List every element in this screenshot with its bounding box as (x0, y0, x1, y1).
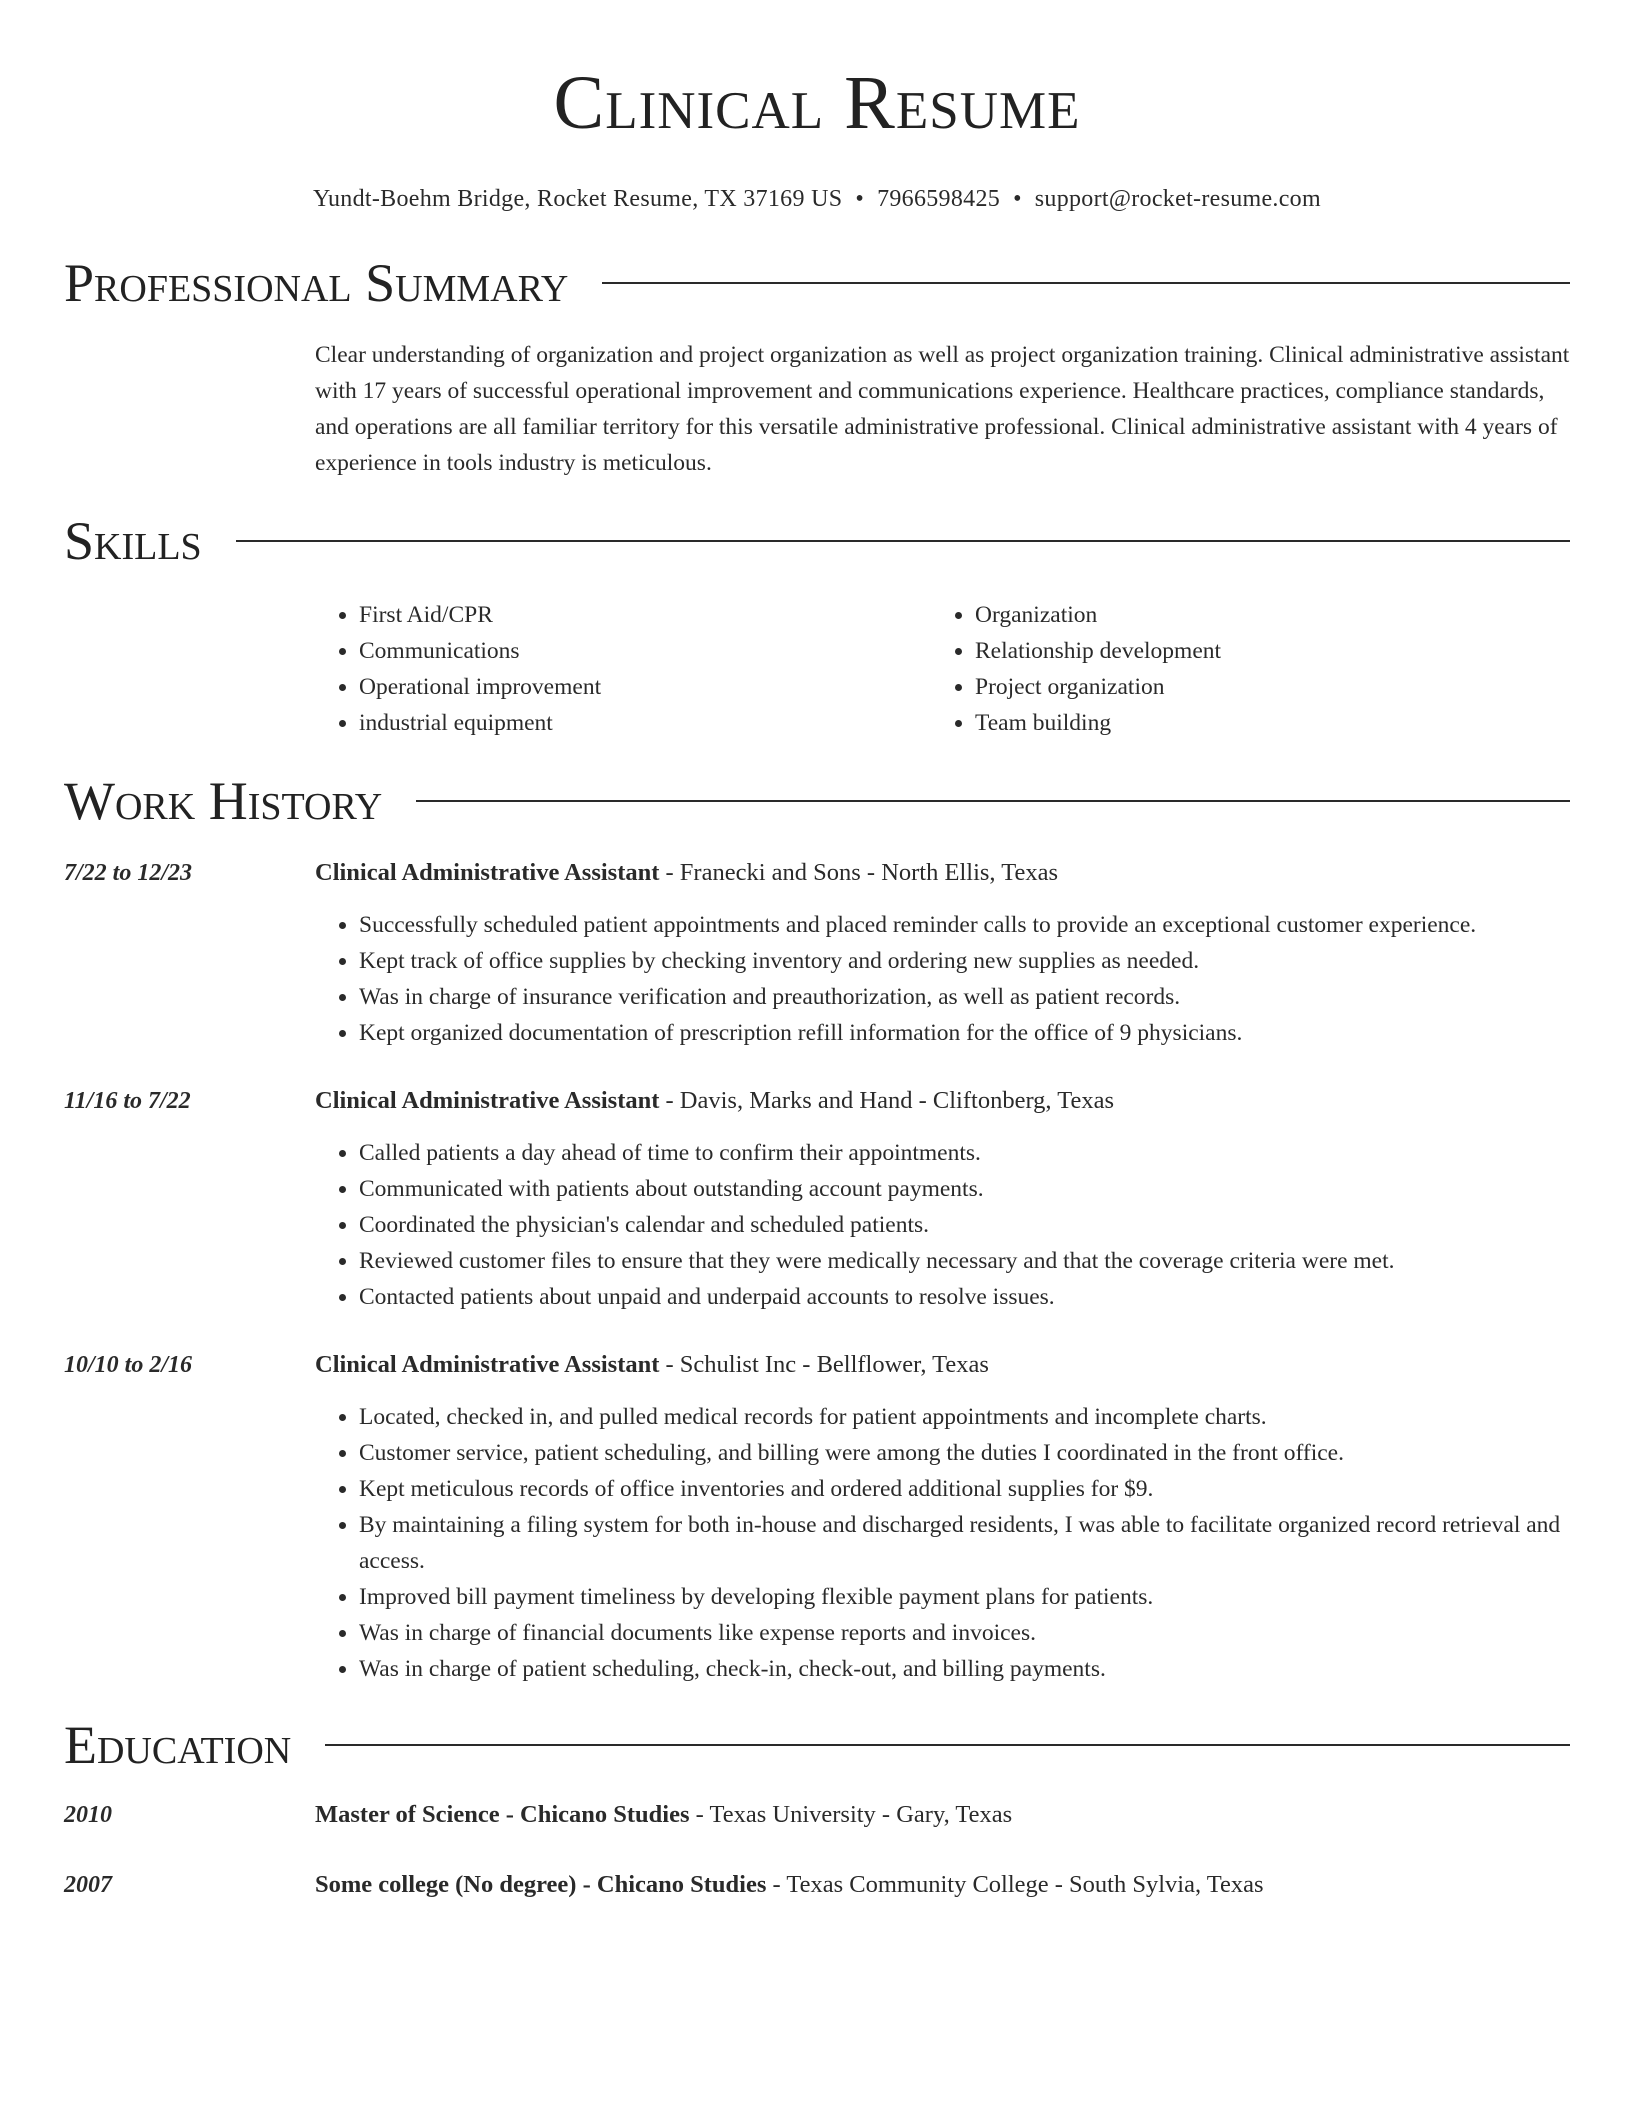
education-degree: Master of Science - Chicano Studies (315, 1801, 690, 1828)
job-bullet: • Was in charge of insurance verification and preauthorization, as well as patient records. (359, 979, 1570, 1015)
job-employer: - Franecki and Sons - North Ellis, Texas (659, 859, 1059, 886)
job-employer: - Davis, Marks and Hand - Cliftonberg, Texas (659, 1087, 1115, 1114)
job-title: Clinical Administrative Assistant (315, 859, 660, 886)
job-dates: 10/10 to 2/16 (64, 1352, 193, 1378)
section-divider (602, 282, 1570, 284)
education-line (315, 1867, 1570, 1903)
education-body (315, 1867, 1570, 1903)
skill-item: • Communications (359, 633, 931, 669)
section-divider (325, 1744, 1570, 1746)
job-bullet: • Contacted patients about unpaid and underpaid accounts to resolve issues. (359, 1279, 1570, 1315)
job-title-line (315, 1347, 1570, 1383)
work-section-header (64, 771, 1570, 831)
skill-item: • Relationship development (975, 633, 1547, 669)
job-body (315, 1083, 1570, 1315)
skill-item: • Project organization (975, 669, 1547, 705)
skill-item: • Operational improvement (359, 669, 931, 705)
job-bullet: • Coordinated the physician's calendar and scheduled patients. (359, 1207, 1570, 1243)
skills-section-header (64, 511, 1570, 571)
job-bullet: • Kept meticulous records of office inventories and ordered additional supplies for $9. (359, 1471, 1570, 1507)
contact-address: Yundt-Boehm Bridge, Rocket Resume, TX 37169 US (313, 186, 843, 212)
work-heading: Work History (64, 771, 383, 831)
job-bullets (315, 907, 1570, 1051)
skills-list (315, 597, 1570, 741)
summary-heading: Professional Summary (64, 253, 569, 313)
education-entry (64, 1797, 1570, 1833)
summary-text: Clear understanding of organization and project organization as well as project organization training. Clinical administrative assistant with 17 years of successful operational improvement and communications experience. Healthcare practices, compliance standards, and operations are all familiar territory for this versatile administrative professional. Clinical administrative assistant with 4 years of experience in tools industry is meticulous. (315, 342, 1570, 476)
skill-item: • Team building (975, 705, 1547, 741)
contact-separator: • (1013, 186, 1022, 212)
skill-item: • industrial equipment (359, 705, 931, 741)
job-body (315, 1347, 1570, 1687)
job-bullet: • Communicated with patients about outstanding account payments. (359, 1171, 1570, 1207)
section-divider (236, 540, 1570, 542)
skills-heading: Skills (64, 511, 202, 571)
job-bullet: • Located, checked in, and pulled medical records for patient appointments and incomplete charts. (359, 1399, 1570, 1435)
job-bullet: • Improved bill payment timeliness by developing flexible payment plans for patients. (359, 1579, 1570, 1615)
job-title: Clinical Administrative Assistant (315, 1351, 660, 1378)
education-line (315, 1797, 1570, 1833)
education-body (315, 1797, 1570, 1833)
education-entry (64, 1867, 1570, 1903)
job-title: Clinical Administrative Assistant (315, 1087, 660, 1114)
contact-line (64, 186, 1570, 213)
contact-phone: 7966598425 (877, 186, 1001, 212)
job-employer: - Schulist Inc - Bellflower, Texas (659, 1351, 989, 1378)
job-bullets (315, 1135, 1570, 1315)
job-bullet: • Was in charge of financial documents like expense reports and invoices. (359, 1615, 1570, 1651)
job-entry (64, 1083, 1570, 1315)
skills-column-left (315, 597, 931, 741)
job-bullet: • Kept track of office supplies by checking inventory and ordering new supplies as needed. (359, 943, 1570, 979)
education-heading: Education (64, 1715, 292, 1775)
job-dates: 11/16 to 7/22 (64, 1088, 191, 1114)
skill-item: • First Aid/CPR (359, 597, 931, 633)
job-bullet: • Called patients a day ahead of time to confirm their appointments. (359, 1135, 1570, 1171)
contact-separator: • (855, 186, 865, 212)
education-section-header (64, 1715, 1570, 1775)
job-entry (64, 1347, 1570, 1687)
job-title-line (315, 1083, 1570, 1119)
education-year: 2007 (64, 1872, 112, 1898)
job-bullet: • By maintaining a filing system for both in-house and discharged residents, I was able to facilitate organized record retrieval and access. (359, 1507, 1570, 1579)
job-bullet: • Was in charge of patient scheduling, check-in, check-out, and billing payments. (359, 1651, 1570, 1687)
summary-section-header (64, 253, 1570, 313)
job-dates: 7/22 to 12/23 (64, 860, 193, 886)
section-divider (416, 800, 1570, 802)
education-year: 2010 (64, 1802, 112, 1828)
job-bullet: • Successfully scheduled patient appointments and placed reminder calls to provide an exceptional customer experience. (359, 907, 1570, 943)
skills-column-right (931, 597, 1547, 741)
skill-item: • Organization (975, 597, 1547, 633)
education-degree: Some college (No degree) - Chicano Studies (315, 1871, 767, 1898)
job-body (315, 855, 1570, 1051)
job-title-line (315, 855, 1570, 891)
resume-name: Clinical Resume (553, 61, 1081, 145)
job-entry (64, 855, 1570, 1051)
job-bullets (315, 1399, 1570, 1687)
job-bullet: • Kept organized documentation of prescription refill information for the office of 9 physicians. (359, 1015, 1570, 1051)
education-school: - Texas University - Gary, Texas (689, 1801, 1013, 1828)
job-bullet: • Reviewed customer files to ensure that they were medically necessary and that the coverage criteria were met. (359, 1243, 1570, 1279)
education-school: - Texas Community College - South Sylvia, Texas (766, 1871, 1264, 1898)
contact-email: support@rocket-resume.com (1034, 186, 1321, 212)
job-bullet: • Customer service, patient scheduling, and billing were among the duties I coordinated in the front office. (359, 1435, 1570, 1471)
